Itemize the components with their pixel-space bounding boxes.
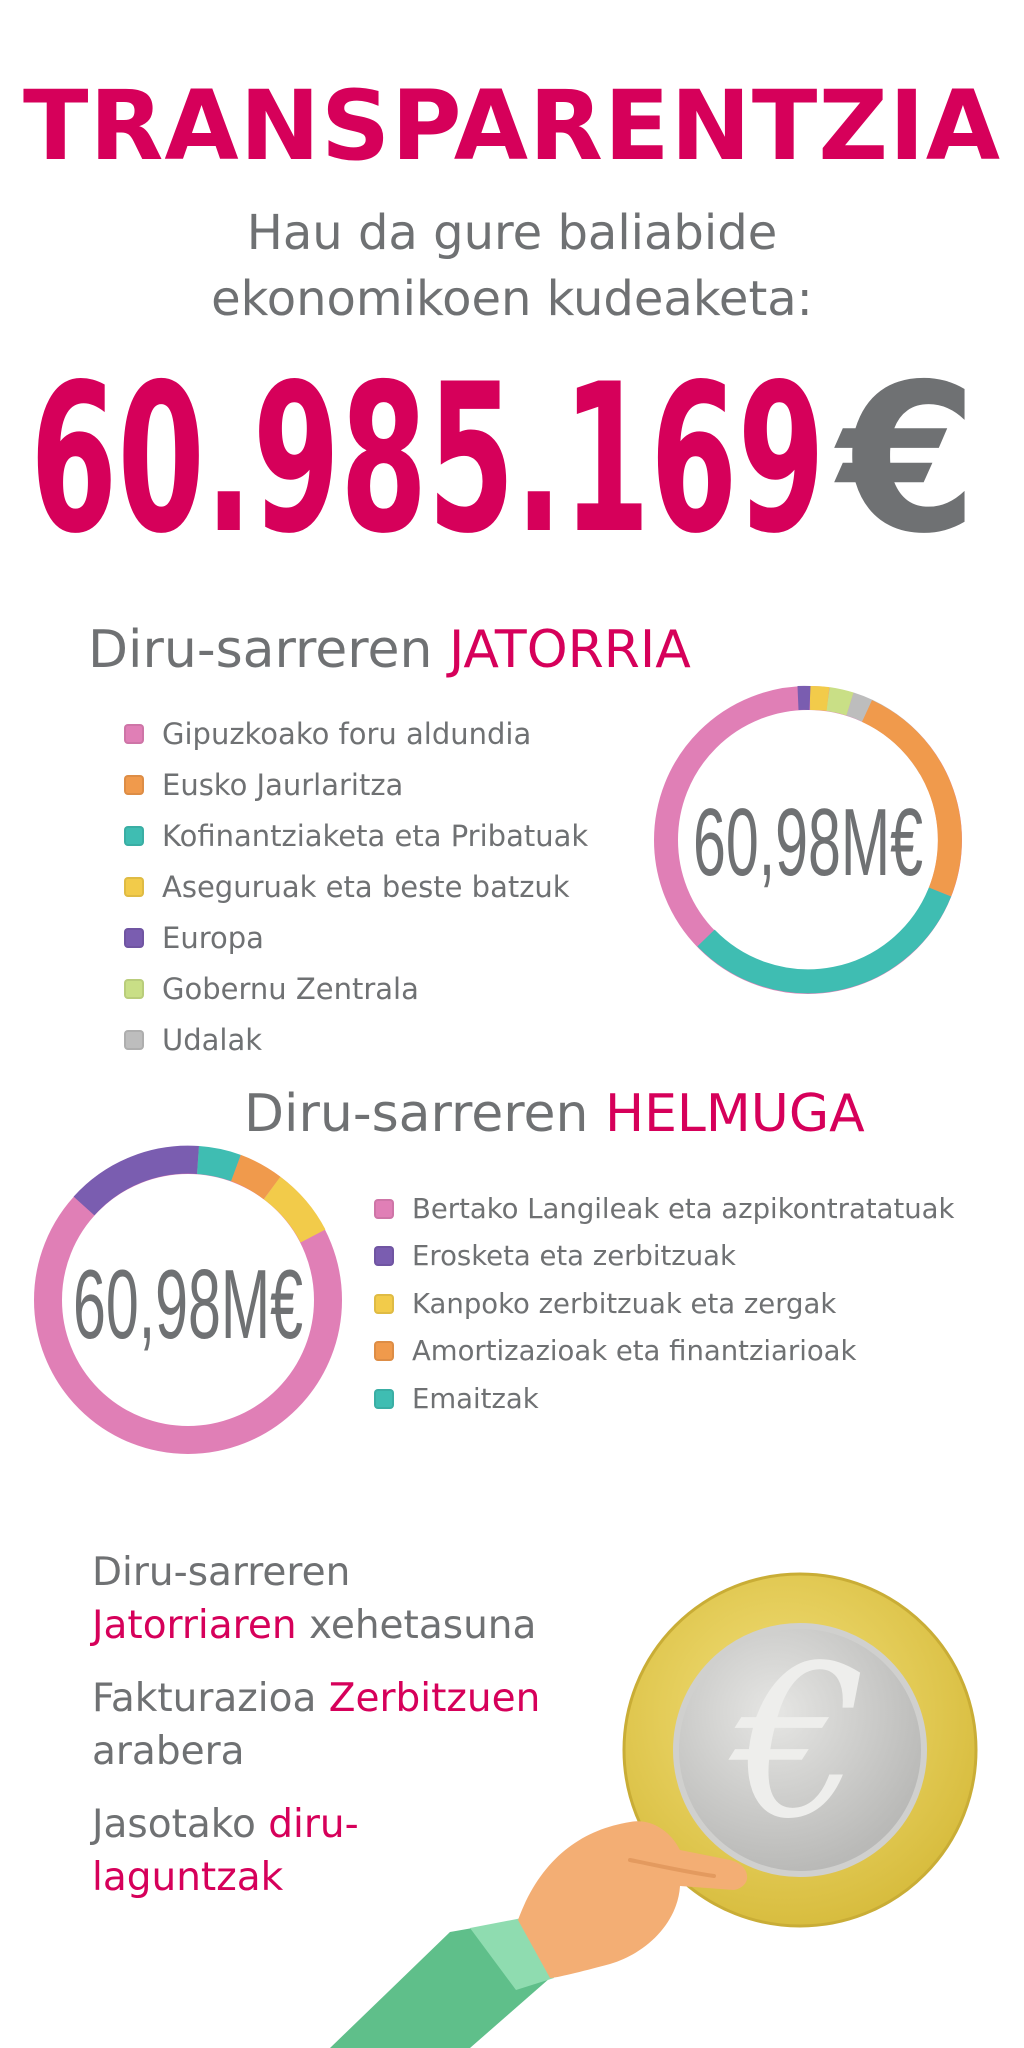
legend-item: Kanpoko zerbitzuak eta zergak — [374, 1280, 954, 1328]
link-jatorria-detail[interactable]: Diru-sarreren Jatorriaren xehetasuna — [92, 1550, 537, 1648]
section-title-jatorria: Diru-sarreren JATORRIA — [88, 620, 691, 680]
legend-item: Emaitzak — [374, 1375, 954, 1423]
legend-swatch — [124, 775, 144, 795]
legend-item: Europa — [124, 912, 588, 963]
section-title-helmuga: Diru-sarreren HELMUGA — [244, 1084, 865, 1144]
donut-segment — [828, 699, 850, 704]
total-amount — [30, 341, 1020, 579]
legend-swatch — [374, 1389, 394, 1409]
legend-swatch — [124, 826, 144, 846]
hand-coin-illustration — [330, 1560, 1024, 2048]
donut-center-label: 60,98M€ — [693, 789, 923, 896]
total-amount-value: 60.985.169 — [30, 341, 826, 579]
legend-swatch — [374, 1294, 394, 1314]
page-subtitle — [112, 200, 912, 332]
section-title-highlight: JATORRIA — [448, 620, 691, 680]
link-fakturazioa[interactable]: Fakturazioa Zerbitzuen arabera — [92, 1676, 541, 1774]
donut-segment — [810, 698, 828, 699]
legend-swatch — [124, 724, 144, 744]
legend-swatch — [124, 1030, 144, 1050]
legend-swatch — [374, 1246, 394, 1266]
jatorria-legend — [124, 708, 588, 1065]
legend-item: Kofinantziaketa eta Pribatuak — [124, 810, 588, 861]
legend-item: Amortizazioak eta finantziarioak — [374, 1328, 954, 1376]
helmuga-donut — [28, 1140, 348, 1460]
donut-segment — [272, 1188, 313, 1236]
legend-swatch — [124, 928, 144, 948]
helmuga-legend — [374, 1185, 954, 1423]
legend-item: Eusko Jaurlaritza — [124, 759, 588, 810]
page-title: TRANSPARENTZIA — [23, 70, 1001, 182]
donut-segment — [198, 1160, 236, 1168]
legend-swatch — [124, 979, 144, 999]
legend-item: Gipuzkoako foru aldundia — [124, 708, 588, 759]
legend-item: Erosketa eta zerbitzuak — [374, 1233, 954, 1281]
link-diru-laguntzak[interactable]: Jasotako diru- laguntzak — [92, 1802, 359, 1900]
legend-item: Udalak — [124, 1014, 588, 1065]
legend-item: Bertako Langileak eta azpikontratatuak — [374, 1185, 954, 1233]
donut-segment — [706, 892, 940, 981]
donut-center-label: 60,98M€ — [73, 1249, 303, 1359]
subtitle-line-2: ekonomikoen kudeaketa: — [211, 271, 813, 327]
legend-swatch — [374, 1341, 394, 1361]
legend-item: Gobernu Zentrala — [124, 963, 588, 1014]
legend-swatch — [374, 1199, 394, 1219]
legend-swatch — [124, 877, 144, 897]
section-title-highlight: HELMUGA — [604, 1084, 865, 1144]
total-amount-currency: € — [834, 341, 978, 579]
legend-item: Aseguruak eta beste batzuk — [124, 861, 588, 912]
subtitle-line-1: Hau da gure baliabide — [246, 205, 778, 261]
coin-euro-symbol: € — [733, 1620, 867, 1865]
donut-segment — [236, 1168, 272, 1188]
jatorria-donut — [638, 670, 978, 1010]
